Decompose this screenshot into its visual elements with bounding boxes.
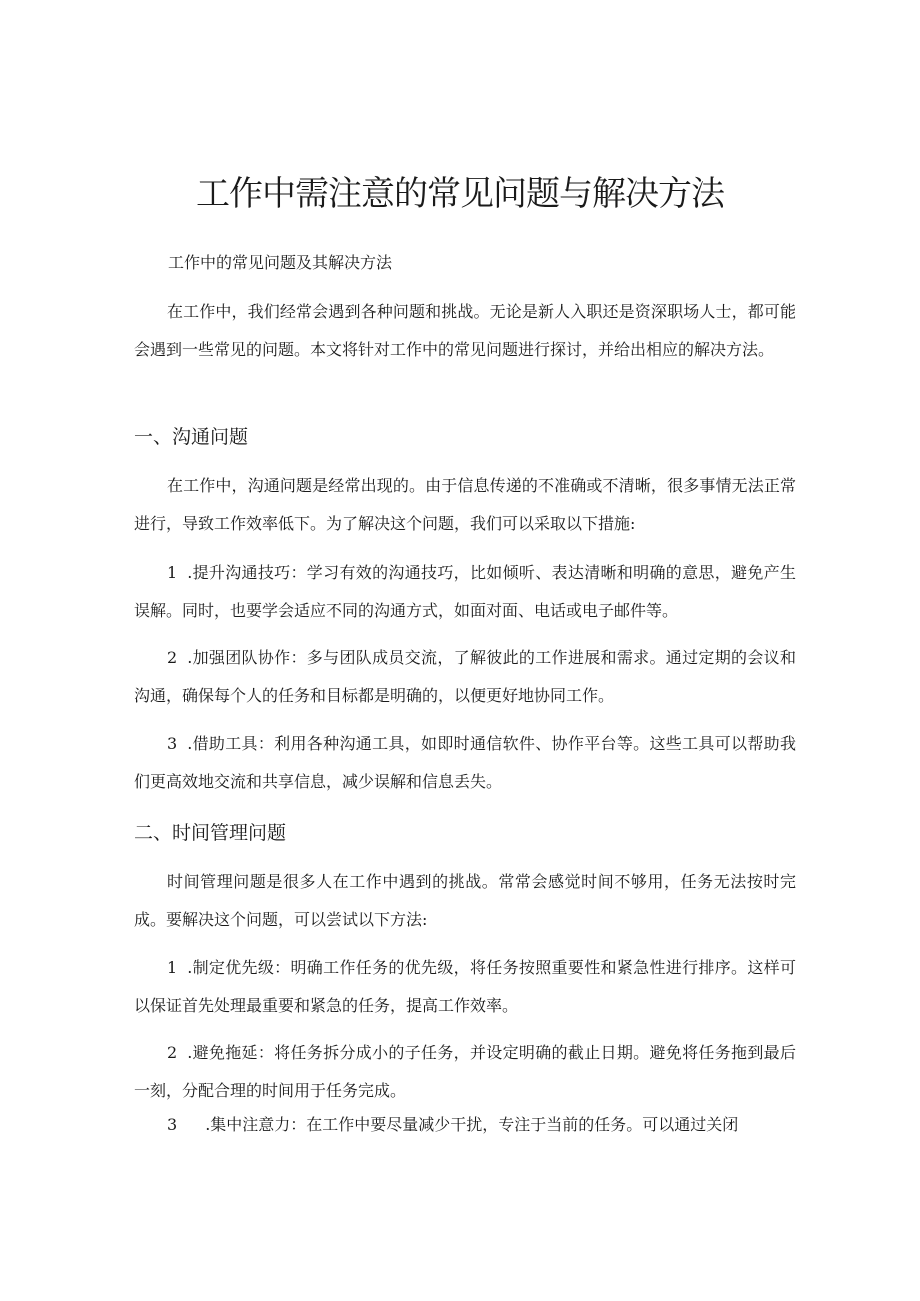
list-item xyxy=(134,949,796,1025)
list-item-text: 加强团队协作：多与团队成员交流，了解彼此的工作进展和需求。通过定期的会议和沟通，确保每个人的任务和目标都是明确的，以便更好地协同工作。 xyxy=(134,648,796,705)
list-item-number: 1 xyxy=(167,958,178,977)
list-item-number: 3 xyxy=(167,734,178,753)
list-item-separator: . xyxy=(187,958,193,977)
list-item-separator: . xyxy=(187,648,193,667)
intro-paragraph: 在工作中，我们经常会遇到各种问题和挑战。无论是新人入职还是资深职场人士，都可能会遇到一些常见的问题。本文将针对工作中的常见问题进行探讨，并给出相应的解决方法。 xyxy=(134,302,796,359)
list-item-number: 1 xyxy=(167,563,178,582)
list-item-separator: . xyxy=(187,1043,193,1062)
list-item-text: 集中注意力：在工作中要尽量减少干扰，专注于当前的任务。可以通过关闭 xyxy=(210,1115,739,1134)
list-item-number: 3 xyxy=(167,1115,178,1134)
list-item-number: 2 xyxy=(167,648,178,667)
list-item xyxy=(134,1106,796,1144)
section-heading-time-management: 二、时间管理问题 xyxy=(134,822,287,844)
list-item-text: 避免拖延：将任务拆分成小的子任务，并设定明确的截止日期。避免将任务拖到最后一刻，分配合理的时间用于任务完成。 xyxy=(134,1043,796,1100)
section-heading-communication: 一、沟通问题 xyxy=(134,426,249,448)
list-item-separator: . xyxy=(187,563,193,582)
list-item xyxy=(134,725,796,801)
list-item-text: 提升沟通技巧：学习有效的沟通技巧，比如倾听、表达清晰和明确的意思，避免产生误解。同时，也要学会适应不同的沟通方式，如面对面、电话或电子邮件等。 xyxy=(134,563,796,620)
list-item-number: 2 xyxy=(167,1043,178,1062)
list-item-text: 借助工具：利用各种沟通工具，如即时通信软件、协作平台等。这些工具可以帮助我们更高效地交流和共享信息，减少误解和信息丢失。 xyxy=(134,734,796,791)
document-subtitle: 工作中的常见问题及其解决方法 xyxy=(168,253,393,272)
section-intro-communication: 在工作中，沟通问题是经常出现的。由于信息传递的不准确或不清晰，很多事情无法正常进行，导致工作效率低下。为了解决这个问题，我们可以采取以下措施: xyxy=(134,476,796,533)
list-item xyxy=(134,554,796,630)
document-title: 工作中需注意的常见问题与解决方法 xyxy=(196,174,724,214)
list-item xyxy=(134,639,796,715)
list-item xyxy=(134,1034,796,1110)
section-intro-time-management: 时间管理问题是很多人在工作中遇到的挑战。常常会感觉时间不够用，任务无法按时完成。要解决这个问题，可以尝试以下方法: xyxy=(134,872,796,929)
list-item-separator: . xyxy=(205,1115,211,1134)
list-item-text: 制定优先级：明确工作任务的优先级，将任务按照重要性和紧急性进行排序。这样可以保证首先处理最重要和紧急的任务，提高工作效率。 xyxy=(134,958,796,1015)
list-item-separator: . xyxy=(187,734,193,753)
